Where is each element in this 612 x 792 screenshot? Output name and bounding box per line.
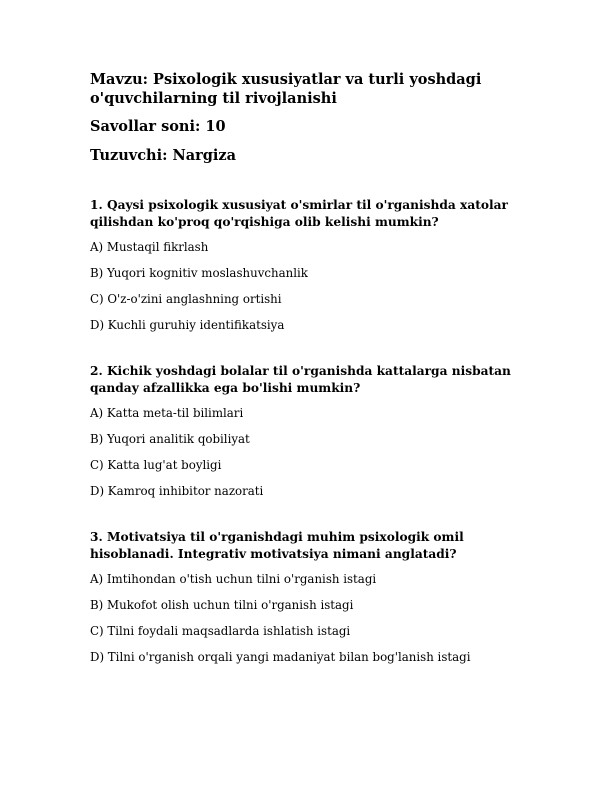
answer-option-c: C) O'z-o'zini anglashning ortishi [90, 292, 282, 306]
question-text: 1. Qaysi psixologik xususiyat o'smirlar til o'rganishda xatolar qilishdan ko'proq qo'rqishiga olib kelishi mumkin? [90, 198, 508, 229]
answer-option-c: C) Tilni foydali maqsadlarda ishlatish istagi [90, 624, 351, 638]
answer-option-b: B) Yuqori kognitiv moslashuvchanlik [90, 266, 308, 280]
question-2 [90, 363, 532, 499]
author-line: Tuzuvchi: Nargiza [90, 147, 237, 164]
question-count: Savollar soni: 10 [90, 118, 226, 135]
question-text: 3. Motivatsiya til o'rganishdagi muhim psixologik omil hisoblanadi. Integrativ motivatsiya nimani anglatadi? [90, 530, 464, 561]
question-3 [90, 529, 532, 665]
answer-option-a: A) Katta meta-til bilimlari [90, 406, 244, 420]
answer-option-c: C) Katta lug'at boyligi [90, 458, 222, 472]
question-text: 2. Kichik yoshdagi bolalar til o'rganishda kattalarga nisbatan qanday afzallikka ega bo'lishi mumkin? [90, 364, 511, 395]
answer-option-d: D) Kuchli guruhiy identifikatsiya [90, 318, 285, 332]
answer-option-a: A) Mustaqil fikrlash [90, 240, 209, 254]
answer-option-b: B) Yuqori analitik qobiliyat [90, 432, 250, 446]
question-1 [90, 197, 532, 333]
topic-title: Mavzu: Psixologik xususiyatlar va turli yoshdagi o'quvchilarning til rivojlanishi [90, 71, 482, 107]
answer-option-d: D) Kamroq inhibitor nazorati [90, 484, 264, 498]
question-list [90, 197, 532, 665]
answer-option-d: D) Tilni o'rganish orqali yangi madaniyat bilan bog'lanish istagi [90, 650, 471, 664]
answer-option-b: B) Mukofot olish uchun tilni o'rganish istagi [90, 598, 354, 612]
answer-option-a: A) Imtihondan o'tish uchun tilni o'rganish istagi [90, 572, 377, 586]
